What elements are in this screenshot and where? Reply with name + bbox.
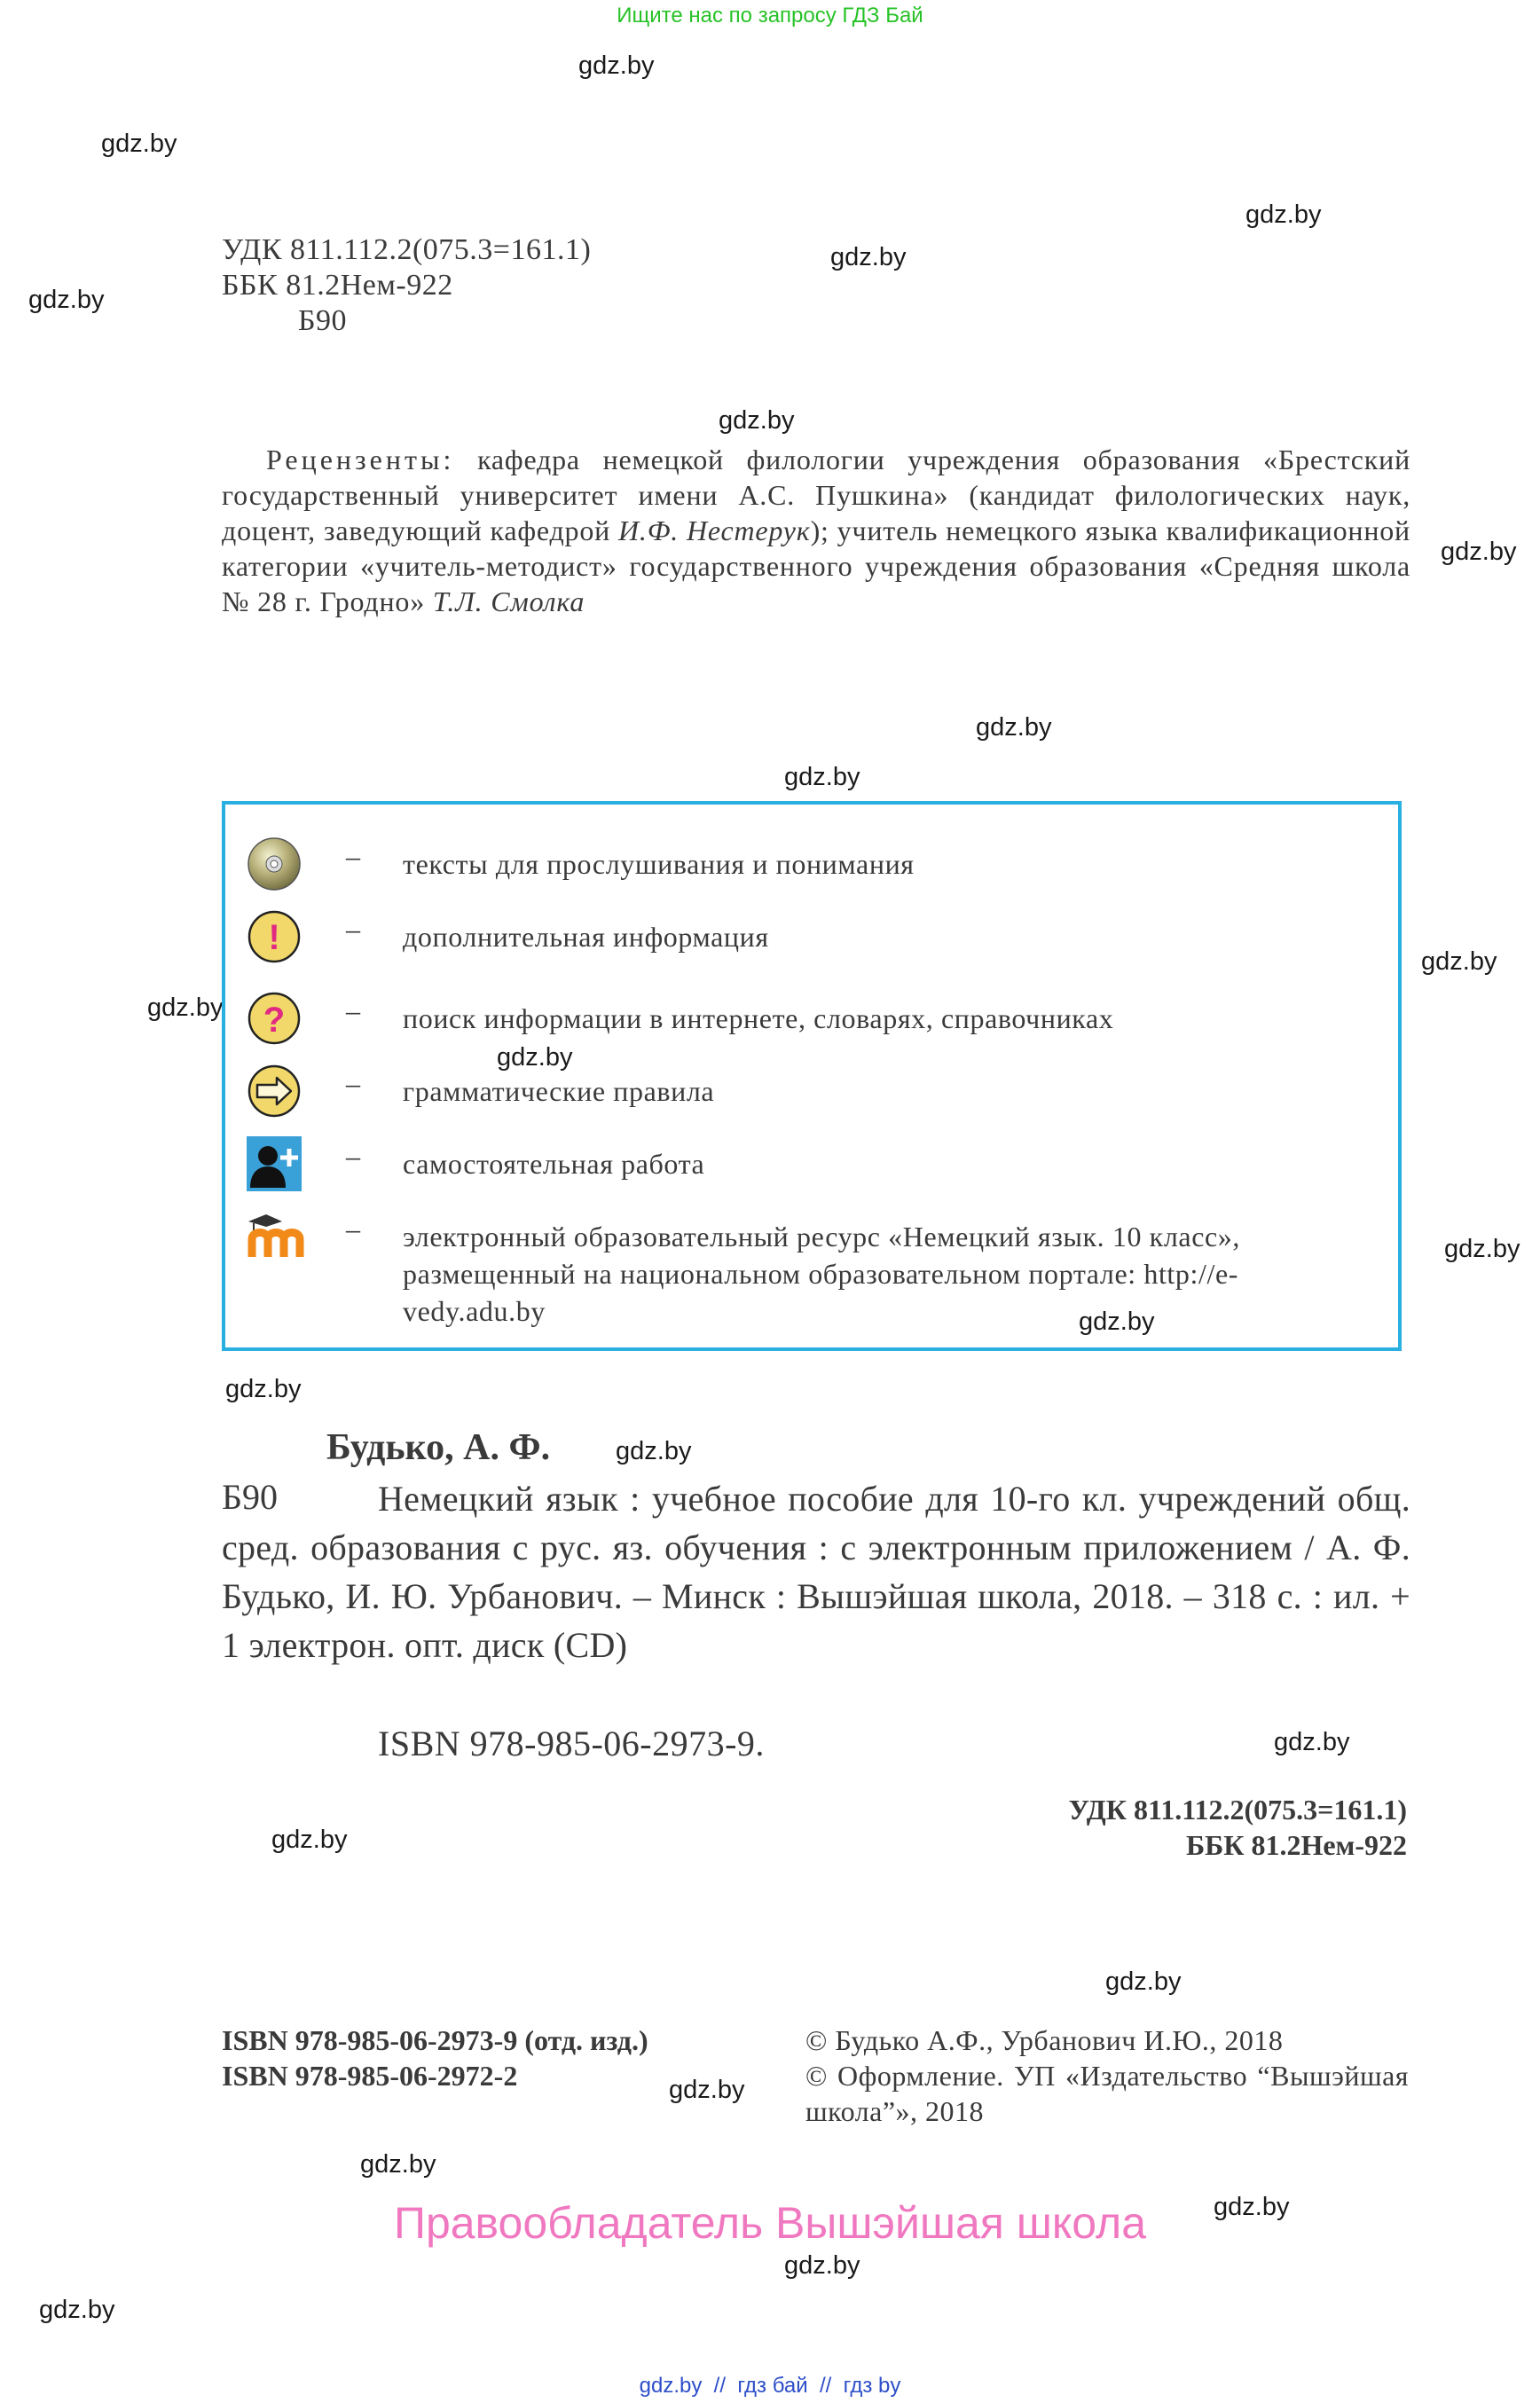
icon-legend xyxy=(222,801,1402,1351)
legend-text: грамматические правила xyxy=(403,1075,715,1107)
watermark: gdz.by xyxy=(101,130,177,158)
legend-text: тексты для прослушивания и понимания xyxy=(403,848,915,880)
catalog-classification xyxy=(1069,1792,1407,1863)
legend-dash: – xyxy=(346,840,360,872)
watermark: gdz.by xyxy=(1274,1728,1350,1756)
catalog-description: Немецкий язык : учебное пособие для 10-го кл. учреждений общ. сред. образования с рус. яз. обучения : с электронным приложением / А. Ф. Будько, И. Ю. Урбанович. – Минск : Вышэйшая школа, 2018. – 318 с. : ил. + 1 электрон. опт. диск (CD) xyxy=(222,1479,1410,1665)
watermark: gdz.by xyxy=(976,713,1052,742)
watermark: gdz.by xyxy=(28,286,105,314)
legend-dash: – xyxy=(346,994,360,1026)
classification-block xyxy=(222,232,591,339)
reviewers-paragraph xyxy=(222,442,1410,619)
isbn-block xyxy=(222,2022,648,2093)
watermark: gdz.by xyxy=(1421,947,1497,976)
watermark: gdz.by xyxy=(830,243,907,271)
watermark: gdz.by xyxy=(39,2296,115,2324)
legend-dash: – xyxy=(346,1067,360,1099)
watermark: gdz.by xyxy=(1444,1235,1520,1263)
udk-code: УДК 811.112.2(075.3=161.1) xyxy=(222,233,592,266)
cd-icon xyxy=(247,836,302,891)
watermark: gdz.by xyxy=(1441,538,1517,566)
catalog-author: Будько, А. Ф. xyxy=(326,1427,551,1468)
watermark: gdz.by xyxy=(578,51,655,80)
watermark: gdz.by xyxy=(784,2251,860,2280)
legend-text: дополнительная информация xyxy=(403,921,769,953)
legend-dash: – xyxy=(346,913,360,945)
watermark: gdz.by xyxy=(616,1437,692,1465)
add-user-icon xyxy=(247,1136,302,1191)
legend-dash: – xyxy=(346,1140,360,1172)
svg-text:?: ? xyxy=(263,1001,286,1040)
watermark: gdz.by xyxy=(271,1826,348,1854)
udk-code: УДК 811.112.2(075.3=161.1) xyxy=(1068,1794,1407,1826)
bbk-code: ББК 81.2Нем-922 xyxy=(222,269,453,302)
legend-text: самостоятельная работа xyxy=(403,1148,705,1180)
svg-text:!: ! xyxy=(268,918,280,957)
moodle-icon xyxy=(247,1209,302,1264)
catalog-code: Б90 xyxy=(222,1477,278,1517)
watermark: gdz.by xyxy=(147,993,224,1022)
reviewer-name: И.Ф. Нестерук xyxy=(618,514,811,546)
watermark: gdz.by xyxy=(360,2150,436,2179)
copyright-line: © Оформление. УП «Издательство “Вышэйшая школа”», 2018 xyxy=(805,2060,1409,2127)
reviewers-text: кафедра немецкой филологии учреждения образования «Брестский государственный университет имени А.С. Пушкина» (кандидат филологических наук, доцент, заведующий кафедрой xyxy=(222,444,1411,546)
legend-text: поиск информации в интернете, словарях, справочниках xyxy=(403,1002,1114,1034)
isbn-line: ISBN 978-985-06-2973-9 (отд. изд.) xyxy=(222,2024,648,2056)
rights-holder: Правообладатель Вышэйшая школа xyxy=(394,2198,1146,2248)
watermark: gdz.by xyxy=(669,2076,745,2104)
legend-dash: – xyxy=(346,1213,360,1245)
watermark: gdz.by xyxy=(784,763,860,791)
reviewers-label: Рецензенты: xyxy=(266,444,455,475)
footer-links[interactable]: gdz.by // гдз бай // гдз by xyxy=(639,2374,901,2398)
reviewers-text: ); учитель немецкого языка квалификационной категории «учитель-методист» государственного учреждения образования «Средняя школа № 28 г. Гродно» xyxy=(222,514,1410,617)
watermark: gdz.by xyxy=(1105,1967,1182,1996)
copyright-block xyxy=(805,2022,1409,2129)
watermark: gdz.by xyxy=(719,406,795,435)
reviewer-name: Т.Л. Смолка xyxy=(432,585,585,617)
isbn-line: ISBN 978-985-06-2972-2 xyxy=(222,2060,518,2092)
legend-text[interactable]: электронный образовательный ресурс «Немецкий язык. 10 класс», размещенный на национальном образовательном портале: http://e-vedy.adu.by xyxy=(403,1221,1241,1327)
watermark: gdz.by xyxy=(225,1375,302,1403)
arrow-right-icon xyxy=(247,1064,302,1119)
question-icon xyxy=(247,991,302,1046)
watermark: gdz.by xyxy=(1214,2193,1290,2221)
catalog-isbn: ISBN 978-985-06-2973-9. xyxy=(378,1724,765,1763)
watermark: gdz.by xyxy=(1079,1308,1155,1336)
exclamation-icon xyxy=(247,909,302,964)
author-mark: Б90 xyxy=(298,304,348,337)
copyright-line: © Будько А.Ф., Урбанович И.Ю., 2018 xyxy=(805,2024,1284,2056)
watermark: gdz.by xyxy=(1245,200,1322,229)
top-banner[interactable]: Ищите нас по запросу ГДЗ Бай xyxy=(617,4,923,27)
bbk-code: ББК 81.2Нем-922 xyxy=(1185,1829,1407,1861)
watermark: gdz.by xyxy=(497,1043,573,1072)
